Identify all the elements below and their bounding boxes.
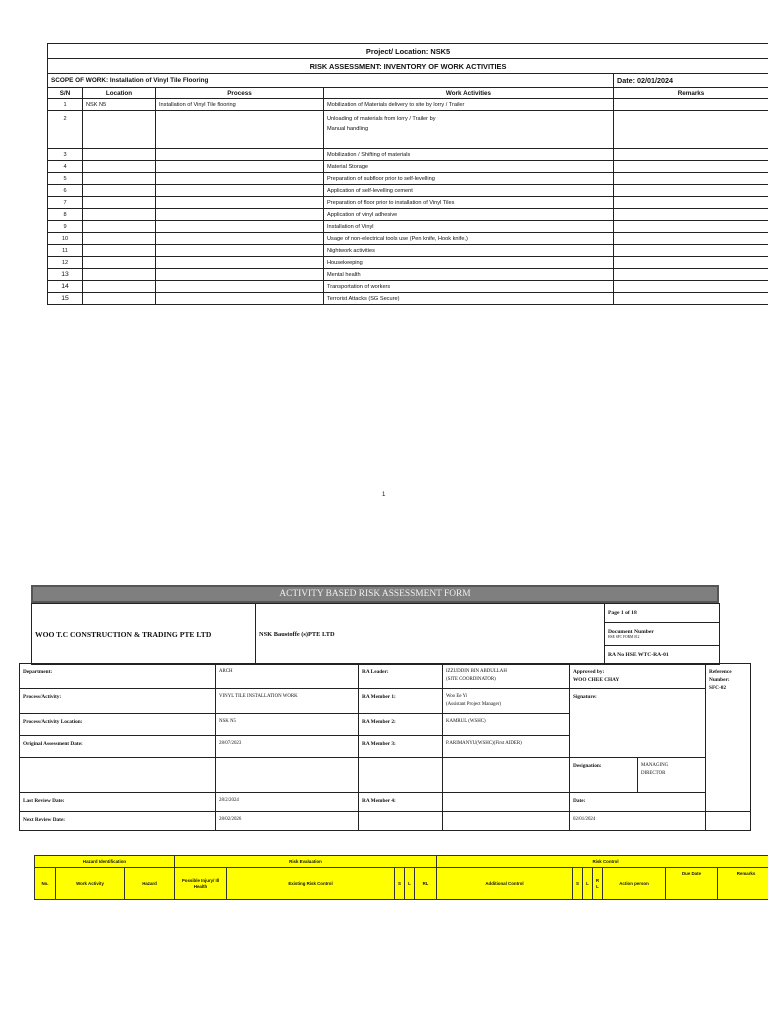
col-rl: RL xyxy=(415,868,437,900)
table-row xyxy=(48,209,768,221)
table-row xyxy=(48,245,768,257)
col-action-person: Action person xyxy=(603,868,666,900)
group-risk-control: Risk Control xyxy=(437,856,768,868)
original-date-label: Original Assessment Date: xyxy=(20,736,216,758)
col-rl2-l: L xyxy=(596,883,599,889)
ra-member3-label: RA Member 3: xyxy=(359,736,443,758)
reference-label: Reference xyxy=(709,669,732,675)
assessment-details-table xyxy=(19,663,751,831)
row-sn: 7 xyxy=(48,197,83,209)
ra-number: RA No HSE WTC-RA-01 xyxy=(605,646,720,665)
row-activity: Application of vinyl adhesive xyxy=(324,209,614,221)
row-remarks xyxy=(614,99,768,111)
col-additional-control: Additional Control xyxy=(437,868,573,900)
column-header-row xyxy=(48,88,768,99)
form-header-table xyxy=(31,603,720,665)
original-date-value: 28/07/2023 xyxy=(216,736,359,758)
table-row xyxy=(48,161,768,173)
col-location: Location xyxy=(83,88,156,99)
last-review-value: 28/2/2024 xyxy=(216,793,359,812)
row-activity: Installation of Vinyl xyxy=(324,221,614,233)
row-sn: 14 xyxy=(48,281,83,293)
row-activity-line2: Manual handling xyxy=(327,126,369,132)
table-row xyxy=(48,233,768,245)
row-activity: Preparation of floor prior to installation of Vinyl Tiles xyxy=(324,197,614,209)
table-row xyxy=(48,269,768,281)
project-location: Project/ Location: NSK5 xyxy=(48,44,768,59)
row-activity: Mobilization / Shifting of materials xyxy=(324,149,614,161)
row-sn: 8 xyxy=(48,209,83,221)
row-sn: 10 xyxy=(48,233,83,245)
table-row xyxy=(48,185,768,197)
col-rl2 xyxy=(593,868,603,900)
row-activity: Usage of non-electrical tools use (Pen knife, Hook knife,) xyxy=(324,233,614,245)
table-row xyxy=(48,197,768,209)
ra-leader-name: IZZUDDIN BIN ABDULLAH xyxy=(446,669,507,674)
approved-label: Approved by: xyxy=(573,669,605,675)
row-sn: 9 xyxy=(48,221,83,233)
table-row xyxy=(48,221,768,233)
process-label: Process/Activity: xyxy=(20,689,216,714)
row-activity-line1: Unloading of materials from lorry / Trailer by xyxy=(327,116,436,122)
col-work-activity: Work Activity xyxy=(56,868,125,900)
row-process: Installation of Vinyl Tile flooring xyxy=(156,99,324,111)
next-review-value: 28/02/2026 xyxy=(216,812,359,831)
ra-member2-label: RA Member 2: xyxy=(359,714,443,736)
col-l: L xyxy=(405,868,415,900)
table-row xyxy=(48,111,768,149)
row-activity: Terrorist Attacks (SG Secure) xyxy=(324,293,614,305)
inventory-date: Date: 02/01/2024 xyxy=(614,74,768,88)
col-s: S xyxy=(395,868,405,900)
form-banner: ACTIVITY BASED RISK ASSESSMENT FORM xyxy=(31,585,719,603)
ra-member1-name: Woo Ee Yi xyxy=(446,694,468,699)
signature-field: Signature: xyxy=(570,689,706,758)
col-possible-injury: Possible Injury/ Ill Health xyxy=(175,868,227,900)
row-sn: 4 xyxy=(48,161,83,173)
department-value: ARCH xyxy=(216,664,359,689)
row-sn: 2 xyxy=(48,111,83,149)
row-activity: Mental health xyxy=(324,269,614,281)
approved-name: WOO CHEE CHAY xyxy=(573,677,620,683)
ra-member1-role: (Assistant Project Manager) xyxy=(446,702,501,707)
row-sn: 3 xyxy=(48,149,83,161)
table-row xyxy=(48,173,768,185)
row-activity: Material Storage xyxy=(324,161,614,173)
reference-number xyxy=(706,664,751,812)
reference-value: SFC-02 xyxy=(709,685,727,691)
row-activity: Transportation of workers xyxy=(324,281,614,293)
date-label: Date: xyxy=(570,793,706,812)
designation-label: Designation: xyxy=(570,758,638,793)
col-existing-control: Existing Risk Control xyxy=(227,868,395,900)
row-activity: Application of self-levelling cement xyxy=(324,185,614,197)
ra-leader-label: RA Leader: xyxy=(359,664,443,689)
table-row xyxy=(48,99,768,111)
col-process: Process xyxy=(156,88,324,99)
hazard-table-header xyxy=(34,855,768,900)
row-sn: 15 xyxy=(48,293,83,305)
row-activity: Mobilization of Materials delivery to site by lorry / Trailer xyxy=(324,99,614,111)
ra-leader-value xyxy=(443,664,570,689)
process-value: VINYL TILE INSTALLATION WORK xyxy=(216,689,359,714)
department-label: Department: xyxy=(20,664,216,689)
row-location: NSK N5 xyxy=(83,99,156,111)
ra-member1-value xyxy=(443,689,570,714)
next-review-label: Next Review Date: xyxy=(20,812,216,831)
col-remarks: Remarks xyxy=(718,868,768,900)
col-due-date: Due Date xyxy=(666,868,718,900)
group-risk-evaluation: Risk Evaluation xyxy=(175,856,437,868)
scope-of-work: SCOPE OF WORK: Installation of Vinyl Tile Flooring xyxy=(48,74,614,88)
ra-member1-label: RA Member 1: xyxy=(359,689,443,714)
col-no: No. xyxy=(35,868,56,900)
document-number xyxy=(605,623,720,646)
inventory-title: RISK ASSESSMENT: INVENTORY OF WORK ACTIVITIES xyxy=(48,59,768,74)
designation-line1: MANAGING xyxy=(641,763,669,768)
ra-member4-label: RA Member 4: xyxy=(359,793,443,812)
designation-line2: DIRECTOR xyxy=(641,771,666,776)
location-value: NSK N5 xyxy=(216,714,359,736)
page-number: 1 xyxy=(382,492,386,498)
group-hazard-identification: Hazard Identification xyxy=(35,856,175,868)
inventory-table xyxy=(47,43,768,305)
col-remarks: Remarks xyxy=(614,88,768,99)
col-work-activities: Work Activities xyxy=(324,88,614,99)
row-sn: 1 xyxy=(48,99,83,111)
approved-by xyxy=(570,664,706,689)
table-row xyxy=(48,149,768,161)
row-sn: 13 xyxy=(48,269,83,281)
last-review-label: Last Review Date: xyxy=(20,793,216,812)
company-name: WOO T.C CONSTRUCTION & TRADING PTE LTD xyxy=(32,604,256,665)
table-row xyxy=(48,293,768,305)
col-s2: S xyxy=(573,868,583,900)
date-value: 02/01/2024 xyxy=(570,812,706,831)
document-number-label: Document Number xyxy=(608,629,654,635)
row-sn: 6 xyxy=(48,185,83,197)
document-number-value: HSE SFC FORM 012 xyxy=(608,635,640,639)
ra-leader-role: (SITE COORDINATOR) xyxy=(446,677,496,682)
table-row xyxy=(48,281,768,293)
location-label: Process/Activity Location: xyxy=(20,714,216,736)
ra-member3-value: P.ARIMANYU(WSHC)(First AIDER) xyxy=(443,736,570,758)
table-row xyxy=(48,257,768,269)
col-hazard: Hazard xyxy=(125,868,175,900)
designation-value xyxy=(638,758,706,793)
row-activity xyxy=(324,111,614,149)
ra-member4-value xyxy=(443,793,570,812)
row-activity: Housekeeping xyxy=(324,257,614,269)
col-sn: S/N xyxy=(48,88,83,99)
ra-member2-value: KAMRUL (WSHC) xyxy=(443,714,570,736)
row-sn: 11 xyxy=(48,245,83,257)
row-activity: Nightwork activities xyxy=(324,245,614,257)
col-l2: L xyxy=(583,868,593,900)
row-activity: Preparation of subfloor prior to self-levelling xyxy=(324,173,614,185)
page-count: Page 1 of 18 xyxy=(605,604,720,623)
reference-label-2: Number: xyxy=(709,677,730,683)
row-sn: 12 xyxy=(48,257,83,269)
client-name: NSK Baustoffe (s)PTE LTD xyxy=(256,604,605,665)
col-rl2-r: R xyxy=(595,877,600,883)
row-sn: 5 xyxy=(48,173,83,185)
